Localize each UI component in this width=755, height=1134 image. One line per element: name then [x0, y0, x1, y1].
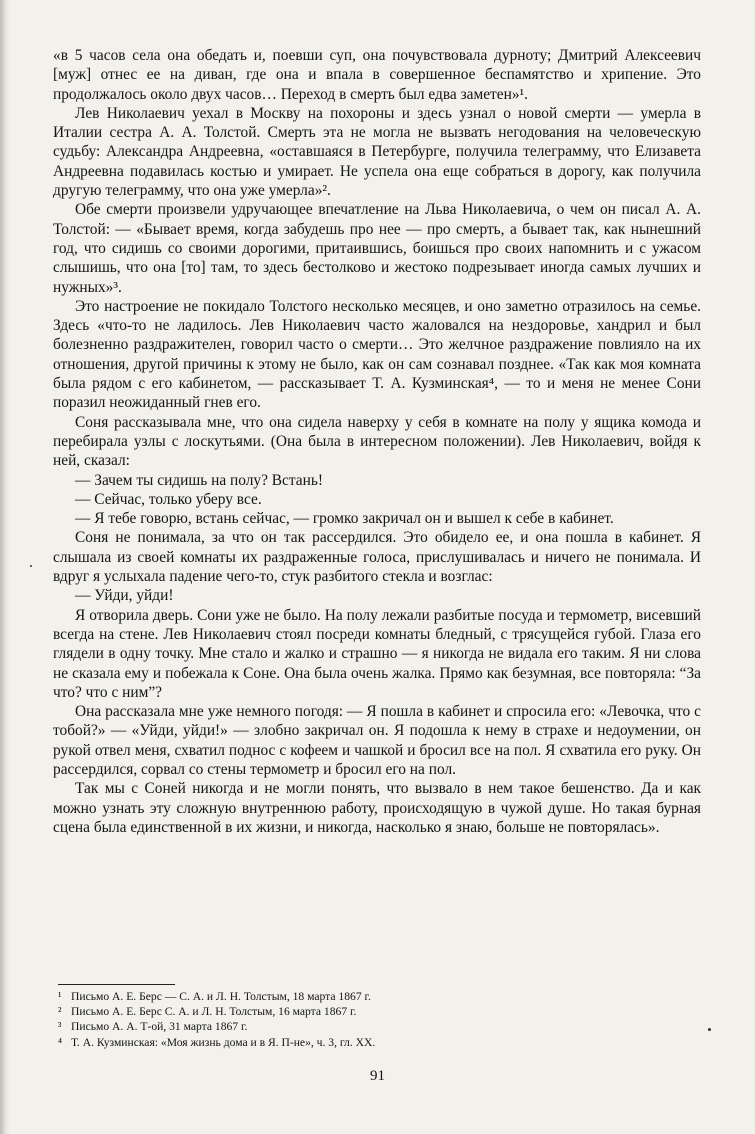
- page-number: 91: [370, 1068, 385, 1084]
- dialogue-line: — Я тебе говорю, встань сейчас, — громко закричал он и вышел к себе в кабинет.: [75, 510, 614, 528]
- footnote-number: ⁴: [58, 1035, 63, 1049]
- main-text: [53, 46, 701, 837]
- dialogue-line: — Уйди, уйди!: [75, 587, 174, 605]
- paragraph: Я отворила дверь. Сони уже не было. На полу лежали разбитые посуда и термометр, висевший всегда на стене. Лев Николаевич стоял посреди комнаты бледный, с трясущейся губой. Глаза его глядели в одну точку. Мне стало и жалко и страшно — я никогда не видала его таким. Я ни слова не сказала ему и побежала к Соне. Она была очень жалка. Прямо как безумная, все повторяла: “За что? что с ним”?: [53, 606, 701, 701]
- footnote: [58, 1004, 618, 1019]
- paragraph: Соня не понимала, за что он так рассердился. Это обидело ее, и она пошла в кабинет. Я слышала из своей комнаты их раздраженные голоса, прислушивалась и ничего не понимала. И вдруг я услыхала падение чего-то, стук разбитого стекла и возглас:: [53, 529, 701, 586]
- footnote: [58, 1019, 618, 1034]
- footnote-text: Письмо А. Е. Берс — С. А. и Л. Н. Толстым, 18 марта 1867 г.: [71, 990, 371, 1003]
- footnote: [58, 989, 618, 1004]
- paragraph: Она рассказала мне уже немного погодя: — Я пошла в кабинет и спросила его: «Левочка, что с тобой?» — «Уйди, уйди!» — злобно закричал он. Я подошла к нему в страхе и недоумении, он рукой отвел меня, схватил поднос с кофеем и чашкой и бросил все на пол. Я схватила его руку. Он рассердился, сорвал со стены термометр и бросил его на пол.: [53, 703, 701, 778]
- footnote-text: Т. А. Кузминская: «Моя жизнь дома и в Я. П-не», ч. 3, гл. XX.: [71, 1035, 376, 1049]
- page-edge-shadow: [0, 0, 10, 1134]
- footnote-number: ²: [58, 1005, 62, 1019]
- dialogue-line: — Зачем ты сидишь на полу? Встань!: [75, 471, 324, 489]
- footnotes: [58, 989, 618, 1050]
- footnote-text: Письмо А. Е. Берс С. А. и Л. Н. Толстым, 16 марта 1867 г.: [71, 1005, 357, 1019]
- scan-speck: [30, 565, 32, 567]
- paragraph: Лев Николаевич уехал в Москву на похороны и здесь узнал о новой смерти — умерла в Италии сестра А. А. Толстой. Смерть эта не могла не вызвать негодования на человеческую судьбу: Александра Андреевна, «оставшаяся в Петербурге, получила телеграмму, что Елизавета Андреевна подавилась костью и умирает. Не успела она еще собраться в дорогу, как получила другую телеграмму, что она уже умерла»².: [53, 104, 701, 200]
- paragraph: «в 5 часов села она обедать и, поевши суп, она почувствовала дурноту; Дмитрий Алексеевич [муж] отнес ее на диван, где она и впала в совершенное беспамятство и хрипение. Это продолжалось около двух часов… Переход в смерть был едва заметен»¹.: [53, 47, 701, 103]
- footnote-number: ¹: [58, 990, 62, 1003]
- footnote: [58, 1035, 618, 1050]
- scan-speck: [708, 1028, 711, 1031]
- paragraph: Так мы с Соней никогда и не могли понять, что вызвало в нем такое бешенство. Да и как можно узнать эту сложную внутреннюю работу, происходящую в чужой душе. Но такая бурная сцена была единственной в их жизни, и никогда, насколько я знаю, больше не повторялась».: [53, 780, 701, 836]
- paragraph: Соня рассказывала мне, что она сидела наверху у себя в комнате на полу у ящика комода и перебирала узлы с лоскутьями. (Она была в интересном положении). Лев Николаевич, войдя к ней, сказал:: [53, 413, 701, 470]
- paragraph: Это настроение не покидало Толстого несколько месяцев, и оно заметно отразилось на семье. Здесь «что-то не ладилось. Лев Николаевич часто жаловался на нездоровье, хандрил и был болезненно раздражителен, говорил часто о смерти… Это желчное раздражение повлияло на их отношения, другой причины к этому не было, как он сам сознавал позднее. «Так как моя комната была рядом с его кабинетом, — рассказывает Т. А. Кузминская⁴, — то и меня не менее Сони поразил неожиданный гнев его.: [53, 297, 701, 412]
- paragraph: Обе смерти произвели удручающее впечатление на Льва Николаевича, о чем он писал А. А. Толстой: — «Бывает время, когда забудешь про нее — про смерть, а бывает так, как нынешний год, что сидишь со своими дорогими, притаившись, боишься про своих напомнить и с ужасом слышишь, что она [то] там, то здесь бестолково и жестоко подрезывает иногда самых лучших и нужных»³.: [53, 201, 701, 296]
- footnote-text: Письмо А. А. Т-ой, 31 марта 1867 г.: [71, 1020, 248, 1034]
- dialogue-line: — Сейчас, только уберу все.: [75, 490, 262, 508]
- footnote-divider: [58, 984, 175, 985]
- footnote-number: ³: [58, 1020, 62, 1034]
